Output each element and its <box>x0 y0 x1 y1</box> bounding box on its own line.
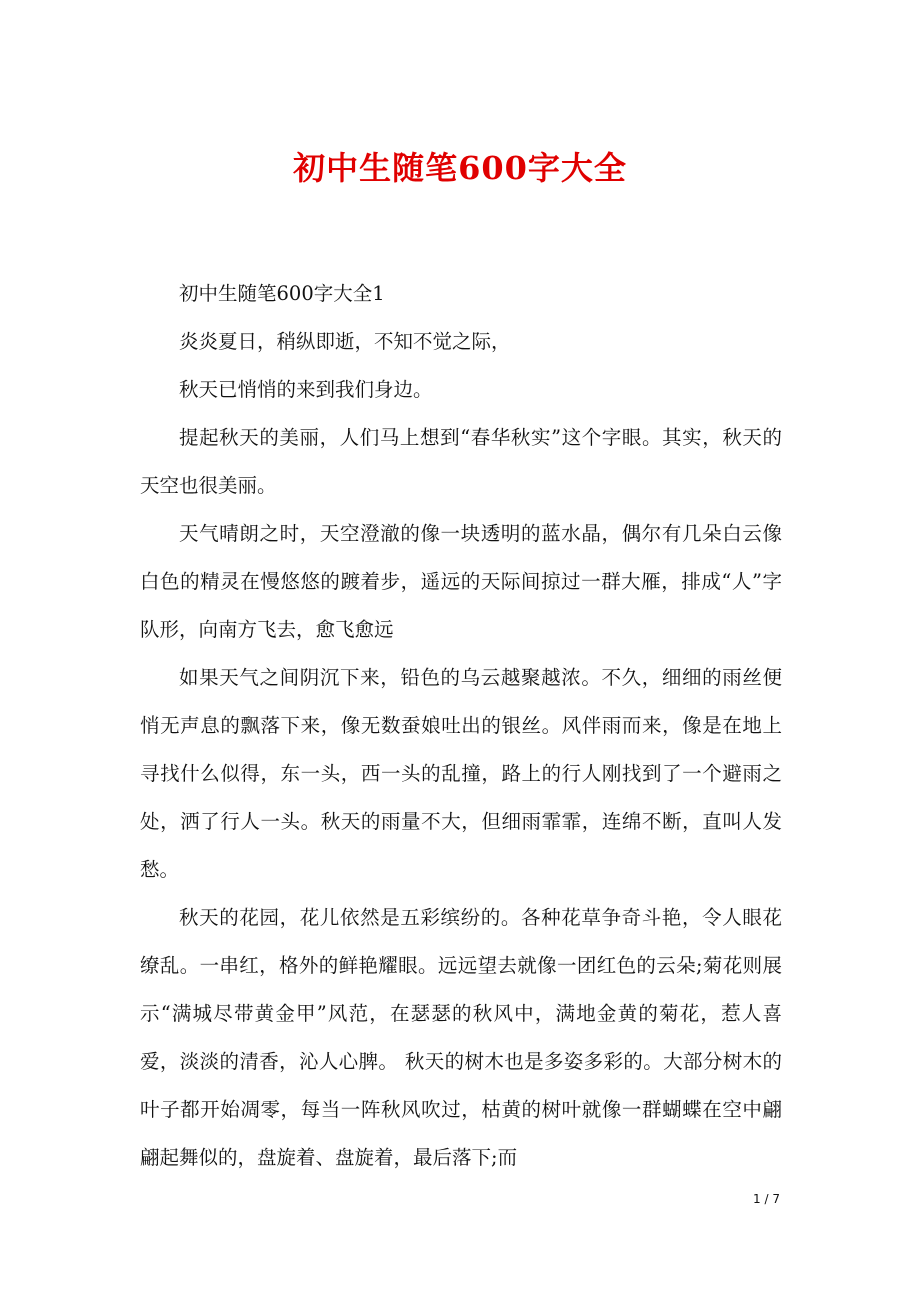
paragraph: 天气晴朗之时，天空澄澈的像一块透明的蓝水晶，偶尔有几朵白云像白色的精灵在慢悠悠的踱着步，遥远的天际间掠过一群大雁，排成“人”字队形，向南方飞去，愈飞愈远 <box>140 522 782 641</box>
paragraph: 初中生随笔600字大全1 <box>179 282 385 305</box>
page-number: 1 / 7 <box>753 1192 780 1206</box>
paragraph: 秋天已悄悄的来到我们身边。 <box>179 378 433 401</box>
paragraph: 炎炎夏日，稍纵即逝，不知不觉之际， <box>179 330 511 353</box>
paragraph: 秋天的花园，花儿依然是五彩缤纷的。各种花草争奇斗艳，令人眼花缭乱。一串红，格外的鲜艳耀眼。远远望去就像一团红色的云朵;菊花则展示“满城尽带黄金甲”风范，在瑟瑟的秋风中，满地金黄的菊花，惹人喜爱，淡淡的清香，沁人心脾。 秋天的树木也是多姿多彩的。大部分树木的叶子都开始凋零，每当一阵秋风吹过，枯黄的树叶就像一群蝴蝶在空中翩翩起舞似的，盘旋着、盘旋着，最后落下;而 <box>140 906 782 1169</box>
paragraph: 提起秋天的美丽，人们马上想到“春华秋实”这个字眼。其实，秋天的天空也很美丽。 <box>140 426 782 497</box>
document-title: 初中生随笔600字大全 <box>293 149 627 187</box>
paragraph: 如果天气之间阴沉下来，铅色的乌云越聚越浓。不久，细细的雨丝便悄无声息的飘落下来，像无数蚕娘吐出的银丝。风伴雨而来，像是在地上寻找什么似得，东一头，西一头的乱撞，路上的行人刚找到了一个避雨之处，洒了行人一头。秋天的雨量不大，但细雨霏霏，连绵不断，直叫人发愁。 <box>140 666 782 881</box>
document-body <box>140 270 782 1182</box>
